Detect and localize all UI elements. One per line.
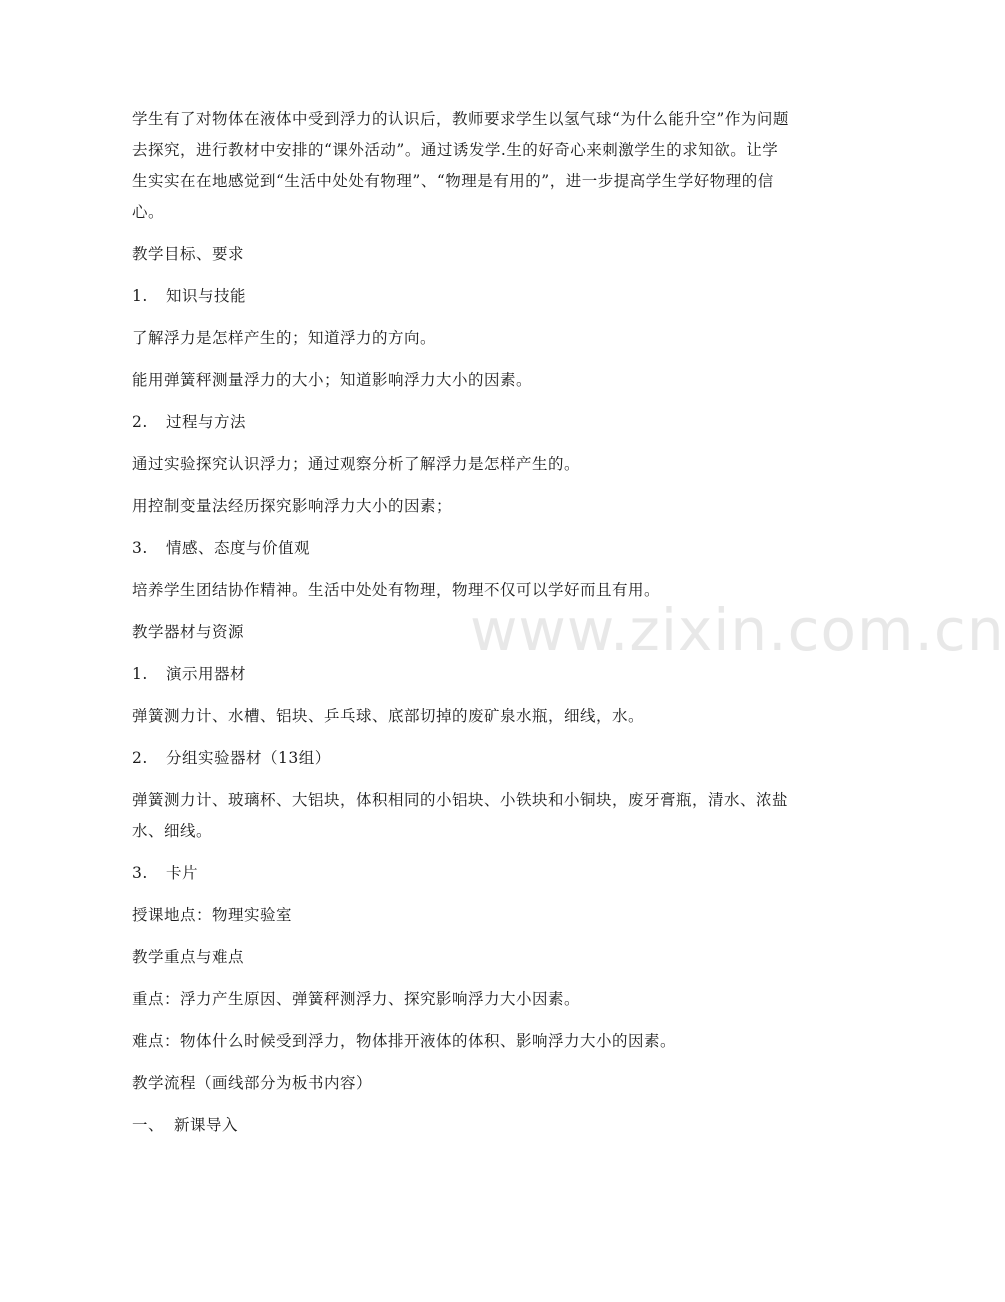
paragraph: 用控制变量法经历探究影响浮力大小的因素； [132, 497, 453, 515]
section-heading-objectives: 教学目标、要求 [132, 245, 245, 263]
numbered-item: 1. 演示用器材 [132, 659, 792, 690]
paragraph: 弹簧测力计、玻璃杯、大铝块，体积相同的小铝块、小铁块和小铜块，废牙膏瓶，清水、浓盐水、细线。 [132, 791, 789, 840]
item-number: 一、 [132, 1116, 165, 1134]
item-number: 3. [132, 539, 148, 557]
section-heading-process: 教学流程（画线部分为板书内容） [132, 1074, 373, 1092]
document-body [132, 104, 792, 1141]
numbered-item: 2. 分组实验器材（13组） [132, 743, 792, 774]
item-number: 2. [132, 749, 148, 767]
numbered-item: 3. 情感、态度与价值观 [132, 533, 792, 564]
numbered-item: 3. 卡片 [132, 858, 792, 889]
paragraph: 能用弹簧秤测量浮力的大小；知道影响浮力大小的因素。 [132, 371, 533, 389]
item-number: 3. [132, 864, 148, 882]
section-heading-materials: 教学器材与资源 [132, 623, 245, 641]
item-number: 1. [132, 287, 148, 305]
watermark: www.zixin.com.cn [470, 596, 1005, 664]
paragraph: 重点：浮力产生原因、弹簧秤测浮力、探究影响浮力大小因素。 [132, 990, 581, 1008]
paragraph: 弹簧测力计、水槽、铝块、乒乓球、底部切掉的废矿泉水瓶，细线，水。 [132, 707, 645, 725]
paragraph: 了解浮力是怎样产生的；知道浮力的方向。 [132, 329, 437, 347]
item-number: 2. [132, 413, 148, 431]
section-heading-key-points: 教学重点与难点 [132, 948, 245, 966]
paragraph: 培养学生团结协作精神。生活中处处有物理，物理不仅可以学好而且有用。 [132, 581, 661, 599]
paragraph: 难点：物体什么时候受到浮力，物体排开液体的体积、影响浮力大小的因素。 [132, 1032, 677, 1050]
paragraph: 通过实验探究认识浮力；通过观察分析了解浮力是怎样产生的。 [132, 455, 581, 473]
item-number: 1. [132, 665, 148, 683]
intro-paragraph: 学生有了对物体在液体中受到浮力的认识后，教师要求学生以氢气球“为什么能升空”作为问题去探究，进行教材中安排的“课外活动”。通过诱发学.生的好奇心来刺激学生的求知欲。让学生实实在在地感觉到“生活中处处有物理”、“物理是有用的”，进一步提高学生学好物理的信心。 [132, 110, 789, 221]
numbered-item: 1. 知识与技能 [132, 281, 792, 312]
numbered-item: 2. 过程与方法 [132, 407, 792, 438]
paragraph: 授课地点：物理实验室 [132, 906, 293, 924]
numbered-item: 一、 新课导入 [132, 1110, 792, 1141]
